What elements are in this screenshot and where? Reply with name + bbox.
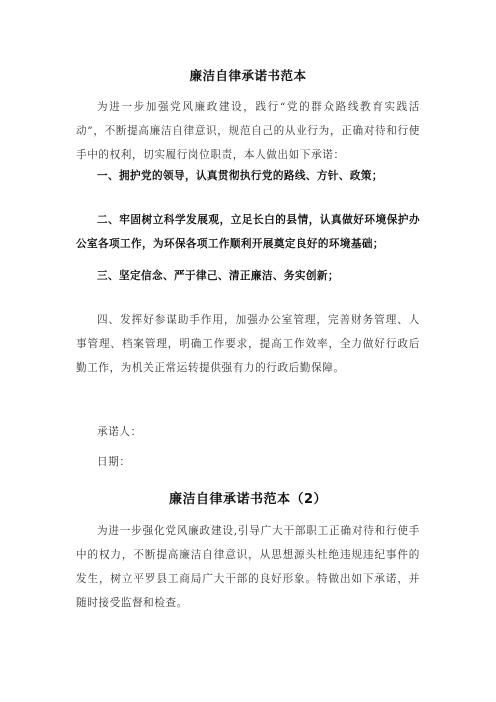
commitment-item-1: 一、拥护党的领导，认真贯彻执行党的路线、方针、政策； [97,170,383,182]
second-document-title: 廉洁自律承诺书范本（2） [168,492,328,507]
commitment-item-3: 三、坚定信念、严于律己、清正廉洁、务实创新； [97,270,339,282]
commitment-item-2: 二、牢固树立科学发展观，立足长白的县情，认真做好环境保护办公室各项工作，为环保各项工作顺利开展奠定良好的环境基础； [76,214,420,250]
date-label: 日期： [97,456,131,468]
intro-paragraph: 为进一步加强党风廉政建设，践行“党的群众路线教育实践活动”，不断提高廉洁自律意识，规范自己的从业行为，正确对待和行使手中的权利，切实履行岗位职责，本人做出如下承诺： [76,101,420,161]
second-intro-paragraph: 为进一步强化党风廉政建设,引导广大干部职工正确对待和行使手中的权力，不断提高廉洁自律意识，从思想源头杜绝违规违纪事件的发生，树立平罗县工商局广大干部的良好形象。特做出如下承诺，并随时接受监督和检查。 [76,525,420,609]
signature-label: 承诺人： [97,426,142,438]
commitment-item-4: 四、发挥好参谋助手作用，加强办公室管理，完善财务管理、人事管理、档案管理，明确工作要求，提高工作效率，全力做好行政后勤工作，为机关正常运转提供强有力的行政后勤保障。 [76,314,420,374]
document-title: 廉洁自律承诺书范本 [189,68,307,83]
